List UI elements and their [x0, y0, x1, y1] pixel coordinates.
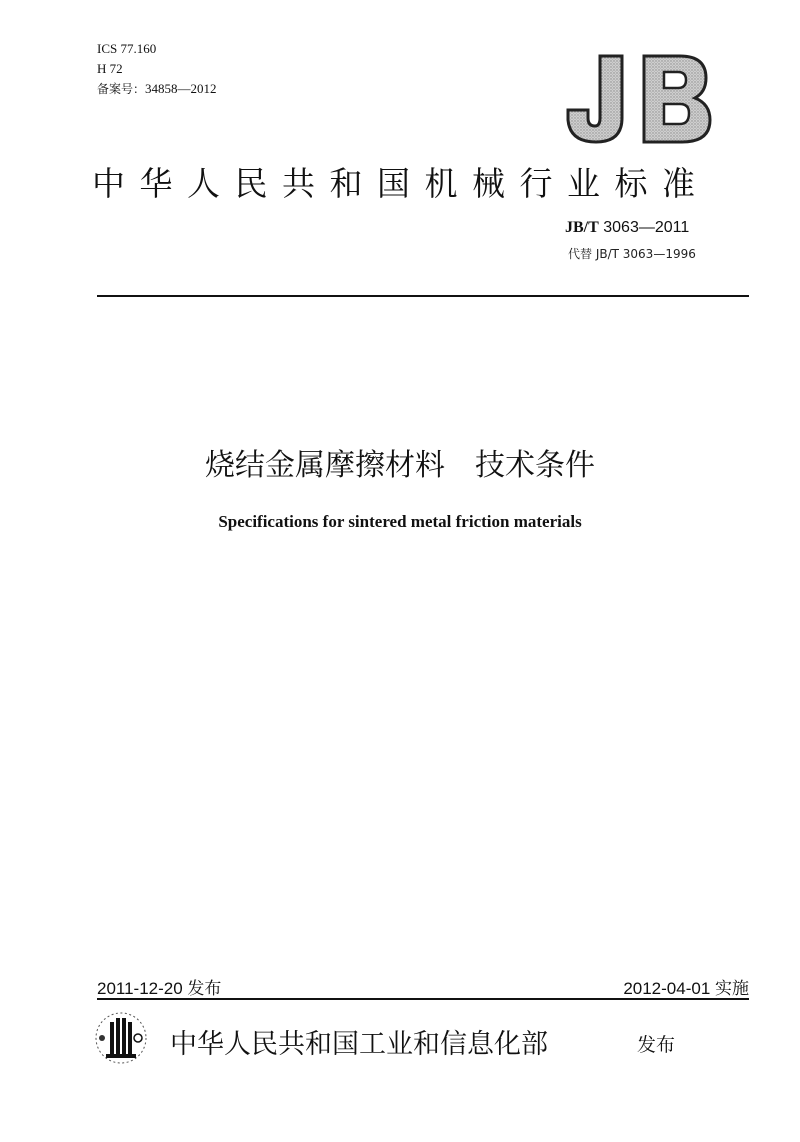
- jb-logo: [562, 48, 714, 148]
- filing-label: 备案号：: [97, 82, 146, 96]
- implementation-date: 2012-04-01 实施: [623, 979, 749, 998]
- document-title-cn: 烧结金属摩擦材料 技术条件: [205, 448, 595, 483]
- document-title-en: Specifications for sintered metal friction materials: [218, 512, 582, 531]
- standard-number: [565, 219, 689, 237]
- replaces-standard: 代替 JB/T 3063—1996: [568, 247, 696, 261]
- filing-number: [97, 80, 217, 98]
- publisher-name: 中华人民共和国工业和信息化部: [170, 1029, 548, 1060]
- standard-number-value: 3063—2011: [603, 219, 690, 236]
- issue-date: 2011-12-20 发布: [97, 979, 222, 998]
- top-divider: [97, 295, 749, 297]
- ics-code: ICS 77.160: [97, 41, 157, 56]
- publish-label: 发布: [637, 1034, 676, 1056]
- filing-number-value: 34858—2012: [145, 81, 217, 96]
- bottom-divider: [97, 998, 749, 1000]
- ministry-emblem-icon: [92, 1008, 150, 1066]
- standard-number-prefix: JB/T: [565, 219, 599, 236]
- category-code: H 72: [97, 61, 123, 76]
- standard-title: 中华人民共和国机械行业标准: [92, 164, 710, 203]
